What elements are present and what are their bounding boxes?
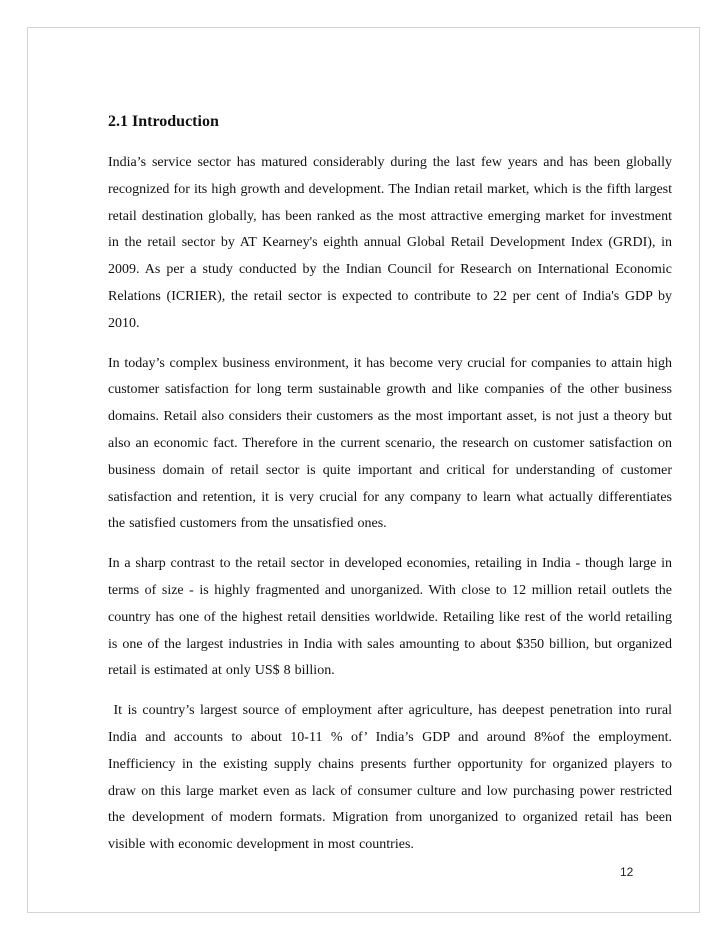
page-content [108, 112, 677, 872]
paragraph-4: It is country’s largest source of employment after agriculture, has deepest penetration into rural India and accounts to about 10-11 % of’ India’s GDP and around 8%of the employment. Inefficiency in the existing supply chains presents further opportunity for organized players to draw on this large market even as lack of consumer culture and low purchasing power restricted the development of modern formats. Migration from unorganized to organized retail has been visible with economic development in most countries. [108, 703, 677, 853]
document-page [27, 27, 700, 913]
page-number: 12 [620, 865, 634, 879]
paragraph-2: In today’s complex business environment, it has become very crucial for companies to attain high customer satisfaction for long term sustainable growth and like companies of the other business domains. Retail also considers their customers as the most important asset, is not just a theory but also an economic fact. Therefore in the current scenario, the research on customer satisfaction on business domain of retail sector is quite important and critical for understanding of customer satisfaction and retention, it is very crucial for any company to learn what actually differentiates the satisfied customers from the unsatisfied ones. [108, 355, 672, 532]
paragraph-3: In a sharp contrast to the retail sector in developed economies, retailing in India - though large in terms of size - is highly fragmented and unorganized. With close to 12 million retail outlets the country has one of the highest retail densities worldwide. Retailing like rest of the world retailing is one of the largest industries in India with sales amounting to about $350 billion, but organized retail is estimated at only US$ 8 billion. [108, 556, 672, 679]
section-heading: 2.1 Introduction [108, 113, 219, 130]
paragraph-1: India’s service sector has matured considerably during the last few years and has been globally recognized for its high growth and development. The Indian retail market, which is the fifth largest retail destination globally, has been ranked as the most attractive emerging market for investment in the retail sector by AT Kearney's eighth annual Global Retail Development Index (GRDI), in 2009. As per a study conducted by the Indian Council for Research on International Economic Relations (ICRIER), the retail sector is expected to contribute to 22 per cent of India's GDP by 2010. [108, 155, 672, 331]
